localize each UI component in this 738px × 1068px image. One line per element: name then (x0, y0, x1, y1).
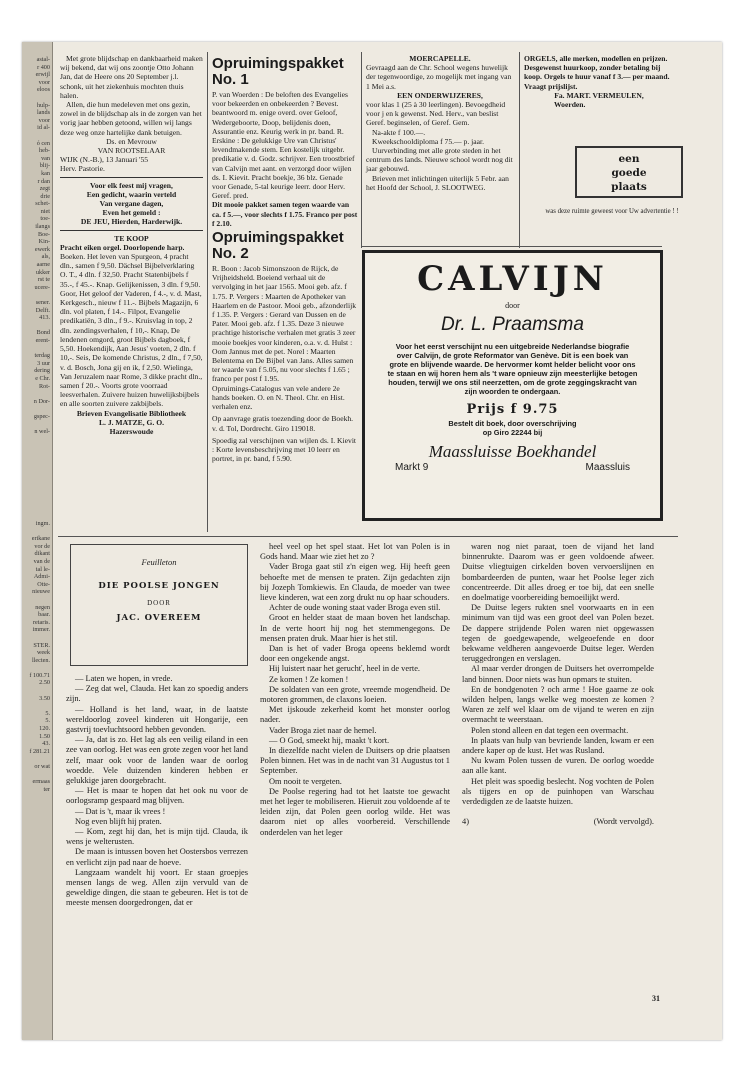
organs-ad: ORGELS, alle merken, modellen en prijzen. Desgewenst huurkoop, zonder betaling bij koop. Orgels te huur vanaf f 3.— per maand. Vraagt prijslijst. (524, 54, 670, 91)
for-sale-title: TE KOOP (114, 233, 149, 243)
spine-text-line: negen (35, 603, 50, 611)
spine-text-line: n wel- (34, 428, 50, 436)
vacancy-details: voor klas 1 (25 à 30 leerlingen). Bevoegdheid voor j en k gewenst. Ned. Herv., van beslist Geref. beginselen, of Geref. Gem. (366, 100, 506, 128)
column-rule (207, 52, 208, 532)
spine-text-line: or wat (34, 763, 50, 770)
column-packages (212, 54, 358, 463)
story-paragraph: Nog even blijft hij praten. (75, 816, 162, 826)
spine-text-line: immer. (32, 626, 50, 634)
spine-text-line: n Dor- (33, 397, 50, 405)
signed-1: Ds. en Mevrouw (106, 136, 157, 146)
calvijn-address-street: Markt 9 (395, 462, 429, 473)
story-paragraph: waren nog niet paraat, toen de vijand het land binnenrukte. Daarom was er geen voldoende afweer. Duitse vliegtuigen cirkelden boven vervoerslijnen en bombardeerden de punten, waar het Poolse leger zich concentreerde. Dit alles droeg er toe bij, dat een snelle en doelmatige voorbereiding bemoeilijkt werd. (462, 542, 654, 603)
story-paragraph: De Poolse regering had tot het laatste toe gewacht met het leger te mobiliseren. Hieruit zou voldoende af te leiden zijn, dat Polen geen oorlog wilde. Het was daarom niet op alles voorbereid. Verschillende onderdelen van het leger (260, 786, 450, 837)
poem-line-1: Voor elk feest mij vragen, (90, 180, 173, 190)
signed-3: WIJK (N.-B.), 13 Januari '55 (60, 155, 149, 165)
calvijn-price: Prijs f 9.75 (466, 402, 559, 417)
story-column-1 (66, 674, 248, 909)
divider (60, 230, 203, 231)
section-rule (362, 246, 662, 247)
spine-text-line (24, 390, 50, 398)
library-city: Hazerswoude (109, 426, 154, 436)
spine-text-line: niet (40, 207, 50, 215)
vacancy-intro: Gevraagd aan de Chr. School wegens huwelijk der tegenwoordige, zo mogelijk met ingang van 1 Mei a.s. (366, 63, 512, 91)
spine-text-line: llecten. (31, 656, 50, 664)
story-paragraph: De Duitse legers rukten snel voorwaarts en in een minimum van tijd was een groot deel van Polen bezet. De dappere strijdende Polen waren niet opgewassen tegen de goedgewapende, welgeoefende en door bekwame veldheren aangevoerde Duitse leger. Werden teruggedrongen en verslagen. (462, 603, 654, 664)
spine-text-line: terdag (34, 352, 50, 360)
column-notices (60, 54, 203, 436)
spine-text-line: Rot- (38, 382, 50, 390)
organs-city: Woerden. (554, 100, 586, 110)
story-paragraph: — Holland is het land, waar, in de laatste wereldoorlog zoveel kinderen uit Hongarije, een gastvrij toevluchtsoord hebben gevonden. (66, 704, 248, 735)
story-column-2 (260, 542, 450, 838)
divider (60, 177, 203, 178)
empty-ad-line-3: plaats (611, 181, 647, 193)
birth-notice: Met grote blijdschap en dankbaarheid maken wij bekend, dat wij ons zoontje Otto Johann Jan, dat de Heere ons 20 September j.l. schonk, uit het ziekenhuis mochten thuis halen. (60, 54, 203, 100)
story-column-3-text (462, 542, 654, 807)
story-paragraph: Achter de oude woning staat vader Broga even stil. (269, 603, 441, 613)
spine-text-line: e Chr. (35, 374, 50, 382)
spine-text-line (24, 771, 50, 779)
story-paragraph: Hij luistert naar het geruchť, heel in de verte. (269, 664, 421, 674)
spine-text-line: 5. (45, 717, 50, 725)
catalogue-text: Opruimings-Catalogus van vele andere 2e hands boeken. O. en N. Theol. Chr. en Hist. verhalen enz. (212, 383, 345, 412)
spine-text-line (24, 528, 50, 536)
spine-text-line (24, 687, 50, 695)
package-2-text: R. Boon : Jacob Simonszoon de Rijck, de Vrijheidsheld. Boeiend verhaal uit de vervolging in het jaar 1565. Mooi geb. afz. f 1.75. P. Vergers : Maarten de Apotheker van Haarlem en de Pastoor. Mooi geb., afzonderlijk f 1.35. P. Vergers : Gerard van Dussen en de Pater. Mooi geb. afz. f 1.35. Deze 3 nieuwe prachtige historische verhalen met gratis 3 zeer mooie boekjes voor kinderen, o.a. v. d. Hulst : Oom Jannus met de pet. Norel : Maarten Belentema en De Bijbel van Jans. Alles samen ter waarde van f 5.05, nu voor slechts f 1.65 ; franco per post f 1.95. (212, 264, 357, 384)
spine-text-line: drie (40, 192, 50, 200)
calvijn-address-city: Maassluis (585, 462, 630, 473)
story-paragraph: Vader Broga ziet naar de hemel. (269, 725, 377, 735)
vacancy-naakte: Na-akte f 100.—. (372, 127, 426, 137)
spine-text-line: erikane (31, 535, 50, 543)
spine-text-line: blij- (39, 162, 50, 170)
column-rule (519, 52, 520, 248)
calvijn-description: Voor het eerst verschijnt nu een uitgebreide Nederlandse biografie over Calvijn, de grote Reformator van Genève. Dit is een boek van grote en blijvende waarde. De hervormer komt helder belicht voor ons te staan en wij horen hem als 't ware opnieuw zijn meesterlijke betogen houden, terwijl we ons stil neerzetten, om de grote zeggingskracht van zijn woorden te ondergaan. (387, 342, 638, 396)
spine-text-line: dikant (34, 550, 50, 558)
package-1-price: Dit mooie pakket samen tegen waarde van ca. f 5.—, voor slechts f 1.75. Franco per post f 2.10. (212, 200, 358, 228)
spine-text-line: 43. (42, 740, 50, 748)
magazine-page (22, 42, 722, 1040)
spine-text-line: STER. (33, 641, 50, 649)
spine-text-line (24, 132, 50, 140)
vacancy-kweek: Kweekschooldiploma f 75.— p. jaar. (372, 136, 484, 146)
organ-sale: Pracht eiken orgel. Doorlopende harp. (60, 242, 185, 252)
organs-firm: Fa. MART. VERMEULEN, (554, 90, 644, 100)
spine-text-line: van de (33, 557, 50, 565)
spine-text-line: baar. (38, 611, 50, 619)
spine-text-line (24, 421, 50, 429)
feuilleton-door: DOOR (147, 599, 171, 607)
spine-text-line: 413. (39, 314, 50, 322)
vacancy-letters: Brieven met inlichtingen uiterlijk 5 Febr. aan het Hoofd der School, J. SLOOTWEG. (366, 173, 509, 192)
calvijn-advertisement (362, 250, 663, 521)
story-paragraph: Al maar verder drongen de Duitsers het overrompelde land binnen. Door niets was hun opmars te stuiten. (462, 664, 654, 684)
spine-text-line: nieuwe (32, 588, 50, 596)
empty-ad-line-1: een (618, 153, 640, 165)
spine-text-line: 3.50 (39, 694, 50, 702)
story-paragraph: — Zeg dat wel, Clauda. Het kan zo spoedig anders zijn. (66, 684, 248, 704)
story-column-3 (462, 542, 654, 827)
spine-text-line: erwijl (35, 71, 50, 79)
story-paragraph: — O God, smeekt hij, maakt 't kort. (269, 735, 390, 745)
spine-text-line: hulp- (36, 101, 50, 109)
spine-text-line (24, 755, 50, 763)
spine-text-line: zegt (39, 185, 50, 193)
story-paragraph: Het pleit was spoedig beslecht. Nog vochten de Polen als tijgers en op de puinhopen van Warschau verdedigden ze de laatste huizen. (462, 776, 654, 807)
story-footer (462, 817, 654, 827)
story-paragraph: In diezelfde nacht vielen de Duitsers op drie plaatsen Polen binnen. Het was in de nacht van 31 Augustus tot 1 September. (260, 746, 450, 776)
spine-text-bottom (24, 520, 50, 793)
package-2-title: Opruimingspakket No. 2 (212, 229, 344, 263)
calvijn-author: Dr. L. Praamsma (441, 314, 584, 335)
story-paragraph: Vader Broga gaat stil z'n eigen weg. Hij heeft geen behoefte met de mensen te praten. Zijn gedachten zijn bij Jozeph Tomkiewis. En Clauda, de moeder van twee lieve kinderen, wat een zorg drukt nu op haar schouders. (260, 562, 450, 603)
spine-text-line: ewerk (34, 245, 50, 253)
spine-text-line: r 400 (37, 63, 50, 71)
spine-text-line: retaris. (32, 618, 50, 626)
poem-line-2: Een gedicht, waarin verteld (86, 189, 177, 199)
spine-text-line: tal le- (35, 565, 50, 573)
signed-4: Herv. Pastorie. (60, 164, 105, 174)
spine-text-line: vor de (34, 542, 50, 550)
spine-text-line: voor (38, 78, 50, 86)
request-text: Op aanvrage gratis toezending door de Boekh. v. d. Tol, Dordrecht. Giro 119018. (212, 414, 354, 433)
story-paragraph: Om nooit te vergeten. (269, 776, 342, 786)
calvijn-order-1: Bestelt dit boek, door overschrijving (448, 419, 577, 428)
vacancy-role: EEN ONDERWIJZERES, (397, 90, 483, 100)
spine-text-line (24, 596, 50, 604)
feuilleton-author: JAC. OVEREEM (116, 613, 202, 623)
spine-text-line: ingm. (35, 520, 50, 527)
story-paragraph: En de bondgenoten ? och arme ! Hoe gaarne ze ook wilden helpen, langs welke weg moesten ze komen ? Waren ze zelf wel klaar om de vijand te weren en zijn overmacht te weerstaan. (462, 684, 654, 725)
story-paragraph: heel veel op het spel staat. Het lot van Polen is in Gods hand. Maar wie ziet het zo ? (260, 542, 450, 562)
spine-text-line: ucere- (34, 283, 50, 291)
story-paragraph: Dan is het of vader Broga opeens beklemd wordt door een ongekende angst. (260, 644, 450, 664)
column-organs (524, 54, 674, 109)
spine-text-line: schet- (35, 200, 50, 208)
story-paragraph: — Ja, dat is zo. Het lag als een veilig eiland in een zee van oorlog. Het was een grote zegen voor het land zelf, maar ook voor de landen waar de oorlog woedde. Vele duizenden kinderen hebben er gelukkige jaren doorgebracht. (66, 735, 248, 786)
spine-text-line: astal- (36, 56, 50, 63)
spine-text-line: r dan (37, 177, 50, 185)
library-person: L. J. MATZE, G. O. (98, 417, 165, 427)
spine-text-line: 1.50 (39, 732, 50, 740)
spine-text-line: Delft. (35, 306, 50, 314)
spine-text-line: id al- (37, 124, 50, 132)
poem-line-3: Van vergane dagen, (99, 199, 164, 209)
story-paragraph: Met ijskoude zekerheid komt het monster oorlog nader. (260, 705, 450, 725)
spine-text-line: eloos (36, 86, 50, 94)
poem-line-4: Even het gemeld : (102, 208, 161, 218)
spine-text-line: voor (38, 116, 50, 124)
empty-ad-box (575, 146, 683, 198)
spine-text-line (24, 702, 50, 710)
spine-text-line: lands (36, 109, 50, 117)
spine-text-line: Kin- (38, 238, 50, 246)
spine-text-line: ter (43, 785, 50, 793)
calvijn-address (365, 462, 660, 473)
calvijn-order-2: op Giro 22244 bij (482, 428, 543, 437)
spine-text-line: van (41, 154, 50, 162)
episode-number: 4) (462, 817, 469, 827)
spine-text-line: toe- (40, 215, 50, 223)
spine-text-line (24, 291, 50, 299)
story-paragraph: Langzaam wandelt hij voort. Er staan groepjes mensen langs de weg. Allen zijn vervuld van de geweldige dingen, die staan te gebeuren. Het is tot de meeste mensen doorgedrongen, dat er (66, 867, 248, 908)
spine-text-line: dering (34, 367, 50, 375)
spine-text-line: rst te (37, 276, 50, 284)
spine-text-line (24, 345, 50, 353)
story-paragraph: In plaats van hulp van bevriende landen, kwam er een andere kaper op de kust. Het was Rusland. (462, 735, 654, 756)
empty-ad-line-2: goede (611, 167, 647, 179)
spine-text-line: kan (41, 169, 50, 177)
story-paragraph: — Kom, zegt hij dan, het is mijn tijd. Clauda, ik wens je welterusten. (66, 827, 248, 847)
spine-text-line (24, 405, 50, 413)
spine-text-line: week (36, 649, 50, 657)
story-paragraph: Nu kwam Polen tussen de vuren. De oorlog woedde aan alle kant. (462, 756, 654, 776)
package-1-title: Opruimingspakket No. 1 (212, 55, 344, 88)
spine-text-line: f 281.21 (29, 747, 50, 755)
spine-text-line: f 100.71 (29, 671, 50, 679)
section-rule (58, 536, 678, 537)
spine-text-line: ukker (35, 268, 50, 276)
spine-text-line: ilangs (35, 223, 50, 231)
upcoming-text: Spoedig zal verschijnen van wijlen ds. I. Kievit : Korte levensbeschrijving met 10 leerr en portret, in pr. band, f 5.90. (212, 435, 357, 464)
spine-text-line: 2.50 (39, 679, 50, 687)
thanks-notice: Allen, die hun medeleven met ons gezin, zowel in de blijdschap als in de zorgen van het vorig jaar hebben getoond, willen wij langs deze weg onze hartelijke dank betuigen. (60, 100, 202, 137)
spine-text-line: als, (41, 253, 50, 261)
story-paragraph: Groot en helder staat de maan boven het landschap. In de verte hoort hij nog het stemmengegons. De mensen praten druk. Maar hier is het stil. (260, 613, 450, 643)
spine-text-line (24, 664, 50, 672)
spine-text-line: erent- (35, 336, 50, 344)
spine-text-line (24, 634, 50, 642)
story-paragraph: — Laten we hopen, in vrede. (75, 674, 173, 683)
spine-text-line (24, 322, 50, 330)
vacancy-place: MOERCAPELLE. (409, 54, 471, 63)
spine-text-line: Otte- (37, 580, 50, 588)
spine-text-line: gspec- (33, 412, 50, 420)
spine-text-line: Boe- (37, 230, 50, 238)
package-1-text: P. van Woerden : De beloften des Evangelies voor bekeerden en onbekeerden ? Bevest. beantwoord m. enige overd. over Geloof, Wedergeboorte, Doop, belijdenis doen, Assurantie enz. Keurig werk in pr. band. R. Erskine : De gelukkige Ure van Christus' levendmakende stem. Een kostelijk uitgebr. predikatie v. d. Godz. schrijver. Een troostbrief van Calvijn met aant. en verzorgd door wijlen ds. I. Kievit. Pracht boekje, 36 blz. Genade voor Genade, 5-tal keurige leerr. door Herv. Geref. pred. (212, 90, 355, 201)
library-name: Brieven Evangelisatie Bibliotheek (76, 408, 187, 418)
story-paragraph: — Het is maar te hopen dat het ook nu voor de oorlogsramp gespaard mag blijven. (66, 786, 248, 806)
spine-text-line (24, 94, 50, 102)
spine-text-line: Bond (36, 329, 50, 337)
column-rule (361, 52, 362, 248)
spine-text-line: 120. (39, 725, 50, 733)
empty-ad-note: was deze ruimte geweest voor Uw advertentie ! ! (545, 208, 679, 215)
story-paragraph: Polen stond alleen en dat tegen een overmacht. (471, 725, 629, 735)
feuilleton-label: Feuilleton (141, 557, 177, 567)
to-be-continued: (Wordt vervolgd). (593, 817, 654, 827)
feuilleton-title: DIE POOLSE JONGEN (98, 581, 220, 591)
books-list: Boeken. Het leven van Spurgeon, 4 pracht dln., samen f 9,50. Dächsel Bijbelverklaring O. T., 4 dln. f 32,50. Pracht Statenbijbels f 35.-, f 45.-. Knap. Gelijkenissen, 3 dln. f 9,50. Goor, Het geloof der Vaderen, f 4.-, v. d. Mast, Kerkgesch., nieuw f 11.-. Bijbels Magazijn, 6 dln. vol platen, f 14.-. Filpot, Evangelie predikatiën, 3 dln., f 9.-. Kruisvlag in top, 2 dln. zendingsverhalen, f 10,-. Knap, De lendenen omgord, groot Bijbels dagboek, f 5,50. Hoekendijk, Aan Jesus' voeten, 2 dln. f 10,-. Seis, De komende Christus, 2 dln., f 7,50, v. d. Bosch, Jona gij en ik, f 2,50. Wielinga, Van Jeruzalem naar Rome, 3 dikke pracht dln., samen f 20.-. Voorts grote voorraad leesverhalen. Zuivere huizen huwelijksbijbels en alle soorten zuivere zakbijbels. (60, 252, 203, 409)
feuilleton-header (70, 544, 248, 666)
page-spine (22, 42, 53, 1040)
story-paragraph: De soldaten van een grote, vreemde mogendheid. De motoren grommen, de claxons loeien. (260, 684, 450, 705)
spine-text-line: Admi- (33, 573, 50, 581)
spine-text-line: aarne (36, 261, 50, 269)
calvijn-door: door (505, 301, 520, 310)
spine-text-line: 3 uur (37, 359, 50, 367)
column-vacancy (366, 54, 514, 192)
calvijn-title: CALVIJN (417, 259, 608, 299)
page-number: 31 (652, 994, 660, 1003)
story-paragraph: De maan is intussen boven het Oostersbos verrezen en verlicht zijn pad naar de hoeve. (66, 847, 248, 867)
spine-text-top (24, 56, 50, 436)
spine-text-line: 5. (45, 709, 50, 717)
poem-address: DE JEU, Hierden, Harderwijk. (80, 217, 183, 227)
signed-2: VAN ROOTSELAAR (97, 146, 166, 156)
spine-text-line: ermaas (32, 778, 50, 786)
spine-text-line: sener. (35, 299, 50, 306)
story-paragraph: — Dat is 't, maar ik vrees ! (75, 806, 166, 816)
vacancy-location: Uurverbinding met alle grote steden in het centrum des lands. Nieuwe school wordt nog dit jaar gebouwd. (366, 146, 513, 174)
spine-text-line: ó cen (36, 139, 50, 147)
story-paragraph: Ze komen ! Ze komen ! (269, 674, 349, 684)
calvijn-shop: Maassluisse Boekhandel (428, 442, 597, 461)
spine-text-line: heb- (39, 147, 50, 155)
